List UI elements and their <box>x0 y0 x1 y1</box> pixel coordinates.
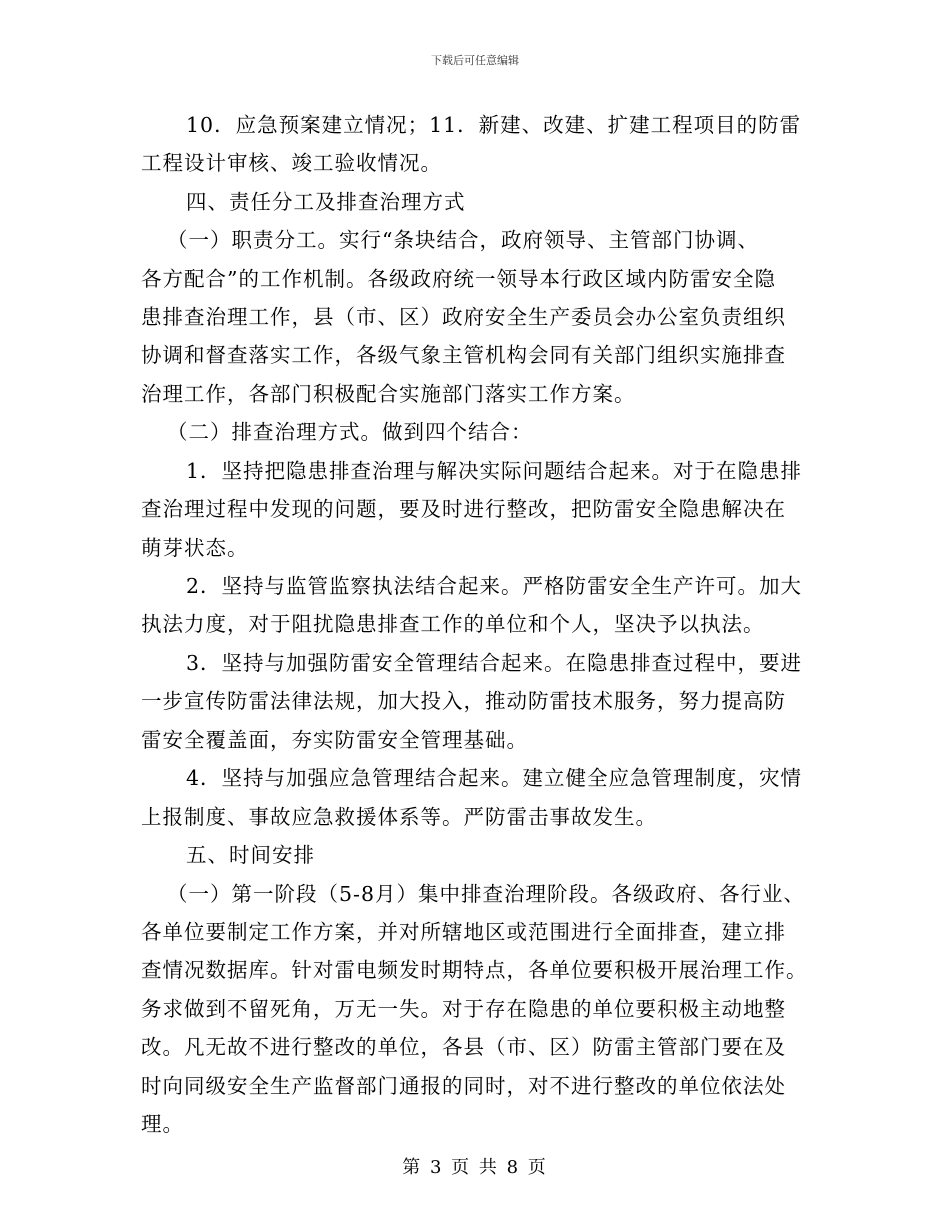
section-heading: 四、责任分工及排查治理方式 <box>186 190 466 214</box>
body-line: 查治理过程中发现的问题，要及时进行整改，把防雷安全隐患解决在 <box>141 497 786 521</box>
body-line: 雷安全覆盖面，夯实防雷安全管理基础。 <box>141 728 528 752</box>
page-footer: 第 3 页 共 8 页 <box>402 1157 548 1178</box>
body-line: 协调和督查落实工作，各级气象主管机构会同有关部门组织实施排查 <box>141 343 786 367</box>
body-line: 上报制度、事故应急救援体系等。严防雷击事故发生。 <box>141 805 657 829</box>
body-line: 各单位要制定工作方案，并对所辖地区或范围进行全面排查，建立排 <box>141 920 786 944</box>
body-line: 改。凡无故不进行整改的单位，各县（市、区）防雷主管部门要在及 <box>141 1035 786 1059</box>
body-line: 务求做到不留死角，万无一失。对于存在隐患的单位要积极主动地整 <box>141 997 786 1021</box>
body-line: 查情况数据库。针对雷电频发时期特点，各单位要积极开展治理工作。 <box>141 958 808 982</box>
body-line: 理。 <box>141 1112 184 1136</box>
body-line: 工程设计审核、竣工验收情况。 <box>141 151 442 175</box>
body-line: 执法力度，对于阻扰隐患排查工作的单位和个人，坚决予以执法。 <box>141 612 765 636</box>
section-heading: 五、时间安排 <box>186 843 315 867</box>
body-line: 时向同级安全生产监督部门通报的同时，对不进行整改的单位依法处 <box>141 1074 786 1098</box>
body-line: （一）第一阶段（5-8月）集中排查治理阶段。各级政府、各行业、 <box>167 882 806 906</box>
body-line: 2．坚持与监管监察执法结合起来。严格防雷安全生产许可。加大 <box>186 574 803 598</box>
body-line: 1．坚持把隐患排查治理与解决实际问题结合起来。对于在隐患排 <box>186 459 803 483</box>
body-line: 萌芽状态。 <box>141 536 249 560</box>
body-line: 4．坚持与加强应急管理结合起来。建立健全应急管理制度，灾情 <box>186 766 803 790</box>
body-line: 一步宣传防雷法律法规，加大投入，推动防雷技术服务，努力提高防 <box>141 689 786 713</box>
body-line: （二）排查治理方式。做到四个结合： <box>167 420 533 444</box>
body-line: （一）职责分工。实行“条块结合，政府领导、主管部门协调、 <box>167 228 759 252</box>
page-header: 下载后可任意编辑 <box>431 54 519 67</box>
body-line: 治理工作，各部门积极配合实施部门落实工作方案。 <box>141 382 636 406</box>
body-line: 患排查治理工作，县（市、区）政府安全生产委员会办公室负责组织 <box>141 305 786 329</box>
body-line: 各方配合”的工作机制。各级政府统一领导本行政区域内防雷安全隐 <box>141 267 776 291</box>
body-line: 3．坚持与加强防雷安全管理结合起来。在隐患排查过程中，要进 <box>186 651 803 675</box>
body-line: 10．应急预案建立情况；11．新建、改建、扩建工程项目的防雷 <box>186 113 802 137</box>
